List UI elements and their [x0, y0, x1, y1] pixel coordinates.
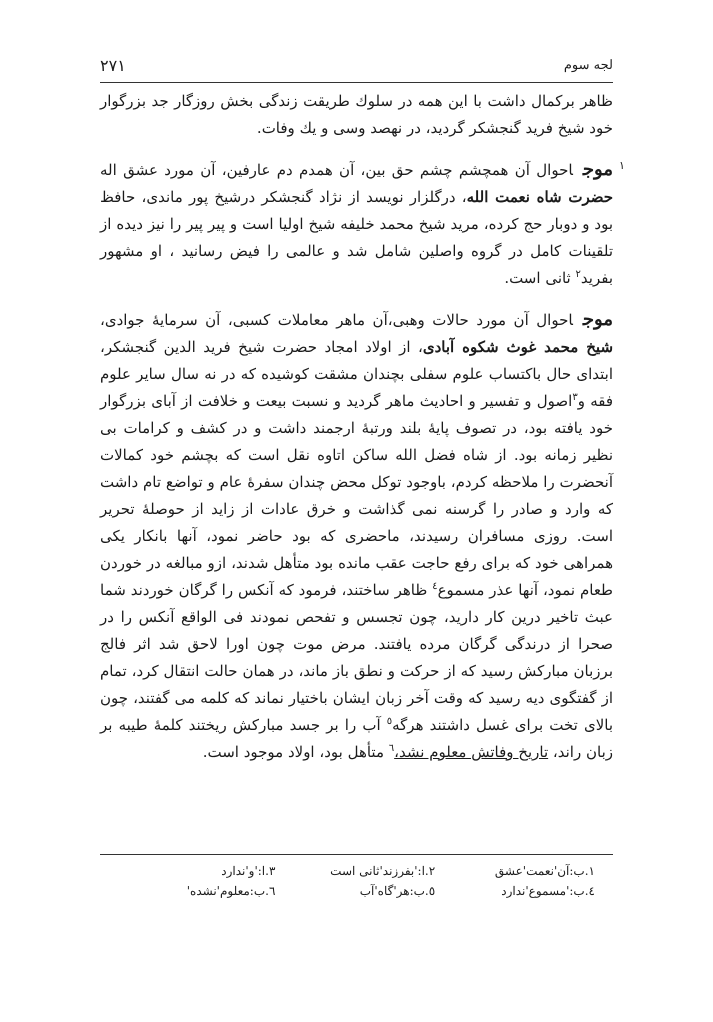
page-number: ۲۷۱ — [100, 56, 126, 75]
footnotes — [100, 854, 613, 901]
section-heading: موج — [582, 159, 613, 180]
footnote-ref: ۳ — [572, 392, 578, 403]
page-body — [100, 88, 625, 766]
chapter-title: لجه سوم — [563, 58, 613, 73]
running-header — [100, 58, 613, 83]
footnote: ٦.ب:معلوم'نشده' — [186, 884, 276, 898]
paragraph-text: ، از اولاد امجاد حضرت شیخ فرید الدین گنجشکر، ابتدای حال باکتساب علوم سفلی بچندان مشقت کوشیده که در نه سال سایر علوم فقه و — [100, 338, 614, 410]
paragraph-text: ثانی است. — [504, 269, 571, 287]
footnote-ref: ٥ — [386, 716, 393, 727]
footnote: ۲.ا:'بفرزند'ثانی است — [330, 864, 436, 878]
underlined-phrase: تاریخ وفاتش معلوم نشد، — [394, 743, 549, 761]
footnote-row — [100, 881, 613, 901]
footnote-ref: ۲ — [575, 269, 581, 280]
paragraph-text: اصول و تفسیر و احادیث ماهر گردید و نسبت بیعت و خلافت از آبای بزرگوار خود یافته بود، در تصوف پایهٔ بلند ورتبهٔ ارجمند داشت و در کشف و کرامات بی نظیر زمانه بود. از شاه فضل الله ساکن اتاوه نقل است که بچشم خود کمالات آنحضرت را ملاحظه کردم، باوجود توکل محض چندان سفرهٔ عام و تواضع تام داشت که وارد و صادر را گرسنه نمی گذاشت و خرق عادات از زاید از حوصلهٔ تحریر است. روزی مسافران رسیدند، ماحضری که بود حاضر نمود، آنها بانکار یکی همراهی خود که برای رفع حاجت عقب مانده بود متأهل شدند، ازو مبالغه در خوردن طعام نمود، آنها عذر مسموع — [100, 392, 613, 599]
paragraph-text: ظاهر ساختند، فرمود که آنکس را گرگان خوردند شما عبث تاخیر درین کار دارید، چون تجسس و تفحص نمودند فی الواقع آنکس را در صحرا از درندگی گرگان مرده یافتند. مرض موت چون اورا لاحق شد اثر فالج برزبان مبارکش رسید که از حرکت و نطق باز ماند، در همان حالت انتقال کرد، تمام از گفتگوی دیه رسید که وقت آخر زبان ایشان باختیار نماند که کلمه می گفتند، چون بالای تخت برای غسل داشتند هرگه — [100, 581, 613, 734]
paragraph-text: احوال آن مورد حالات وهبی،آن ماهر معاملات کسبی، آن سرمایهٔ جوادی، — [100, 311, 573, 329]
section-heading: موج — [582, 309, 613, 330]
paragraph-text: آب را بر جسد مبارکش ریختند کلمهٔ طیبه بر زبان راند، — [100, 716, 613, 761]
footnote-ref: ٤ — [432, 581, 438, 592]
footnote: ۳.ا:'و'ندارد — [221, 864, 276, 878]
paragraph-text: متأهل بود، اولاد موجود است. — [202, 743, 384, 761]
footnote-row — [100, 861, 613, 881]
footnote: ۱.ب:آن'نعمت'عشق — [494, 864, 595, 878]
paragraph-2 — [100, 306, 613, 766]
footnote: ٤.ب:'مسموع'ندارد — [501, 884, 595, 898]
intro-paragraph: ظاهر برکمال داشت با این همه در سلوك طریقت زندگی بخش روزگار جد بزرگوار خود شیخ فرید گنجشکر گردید، در نهصد وسی و یك وفات. — [100, 92, 613, 137]
person-name: حضرت شاه نعمت الله — [466, 188, 614, 206]
paragraph-text: احوال آن همچشم چشم حق بین، آن همدم دم عارفین، آن مورد عشق اله — [100, 161, 573, 179]
footnote: ٥.ب:هر'گاه'آب — [359, 884, 436, 898]
person-name: شیخ محمد غوث شکوه آبادی — [422, 338, 614, 356]
paragraph-1 — [100, 156, 625, 292]
footnote-ref: ٦ — [388, 743, 395, 754]
paragraph-text: ، درگلزار نویسد از نژاد گنجشکر درشیخ پور ماندی، حافظ بود و دوبار حج کرده، مرید شیخ محمد خلیفه شیخ اولیا است و پیر پیر را نیز دیده از تلقینات کامل در گروه واصلین شامل شد و عالمی را فیض رسانید ، او مشهور بفرید — [100, 188, 613, 287]
section-marker: ۱ — [619, 159, 625, 172]
